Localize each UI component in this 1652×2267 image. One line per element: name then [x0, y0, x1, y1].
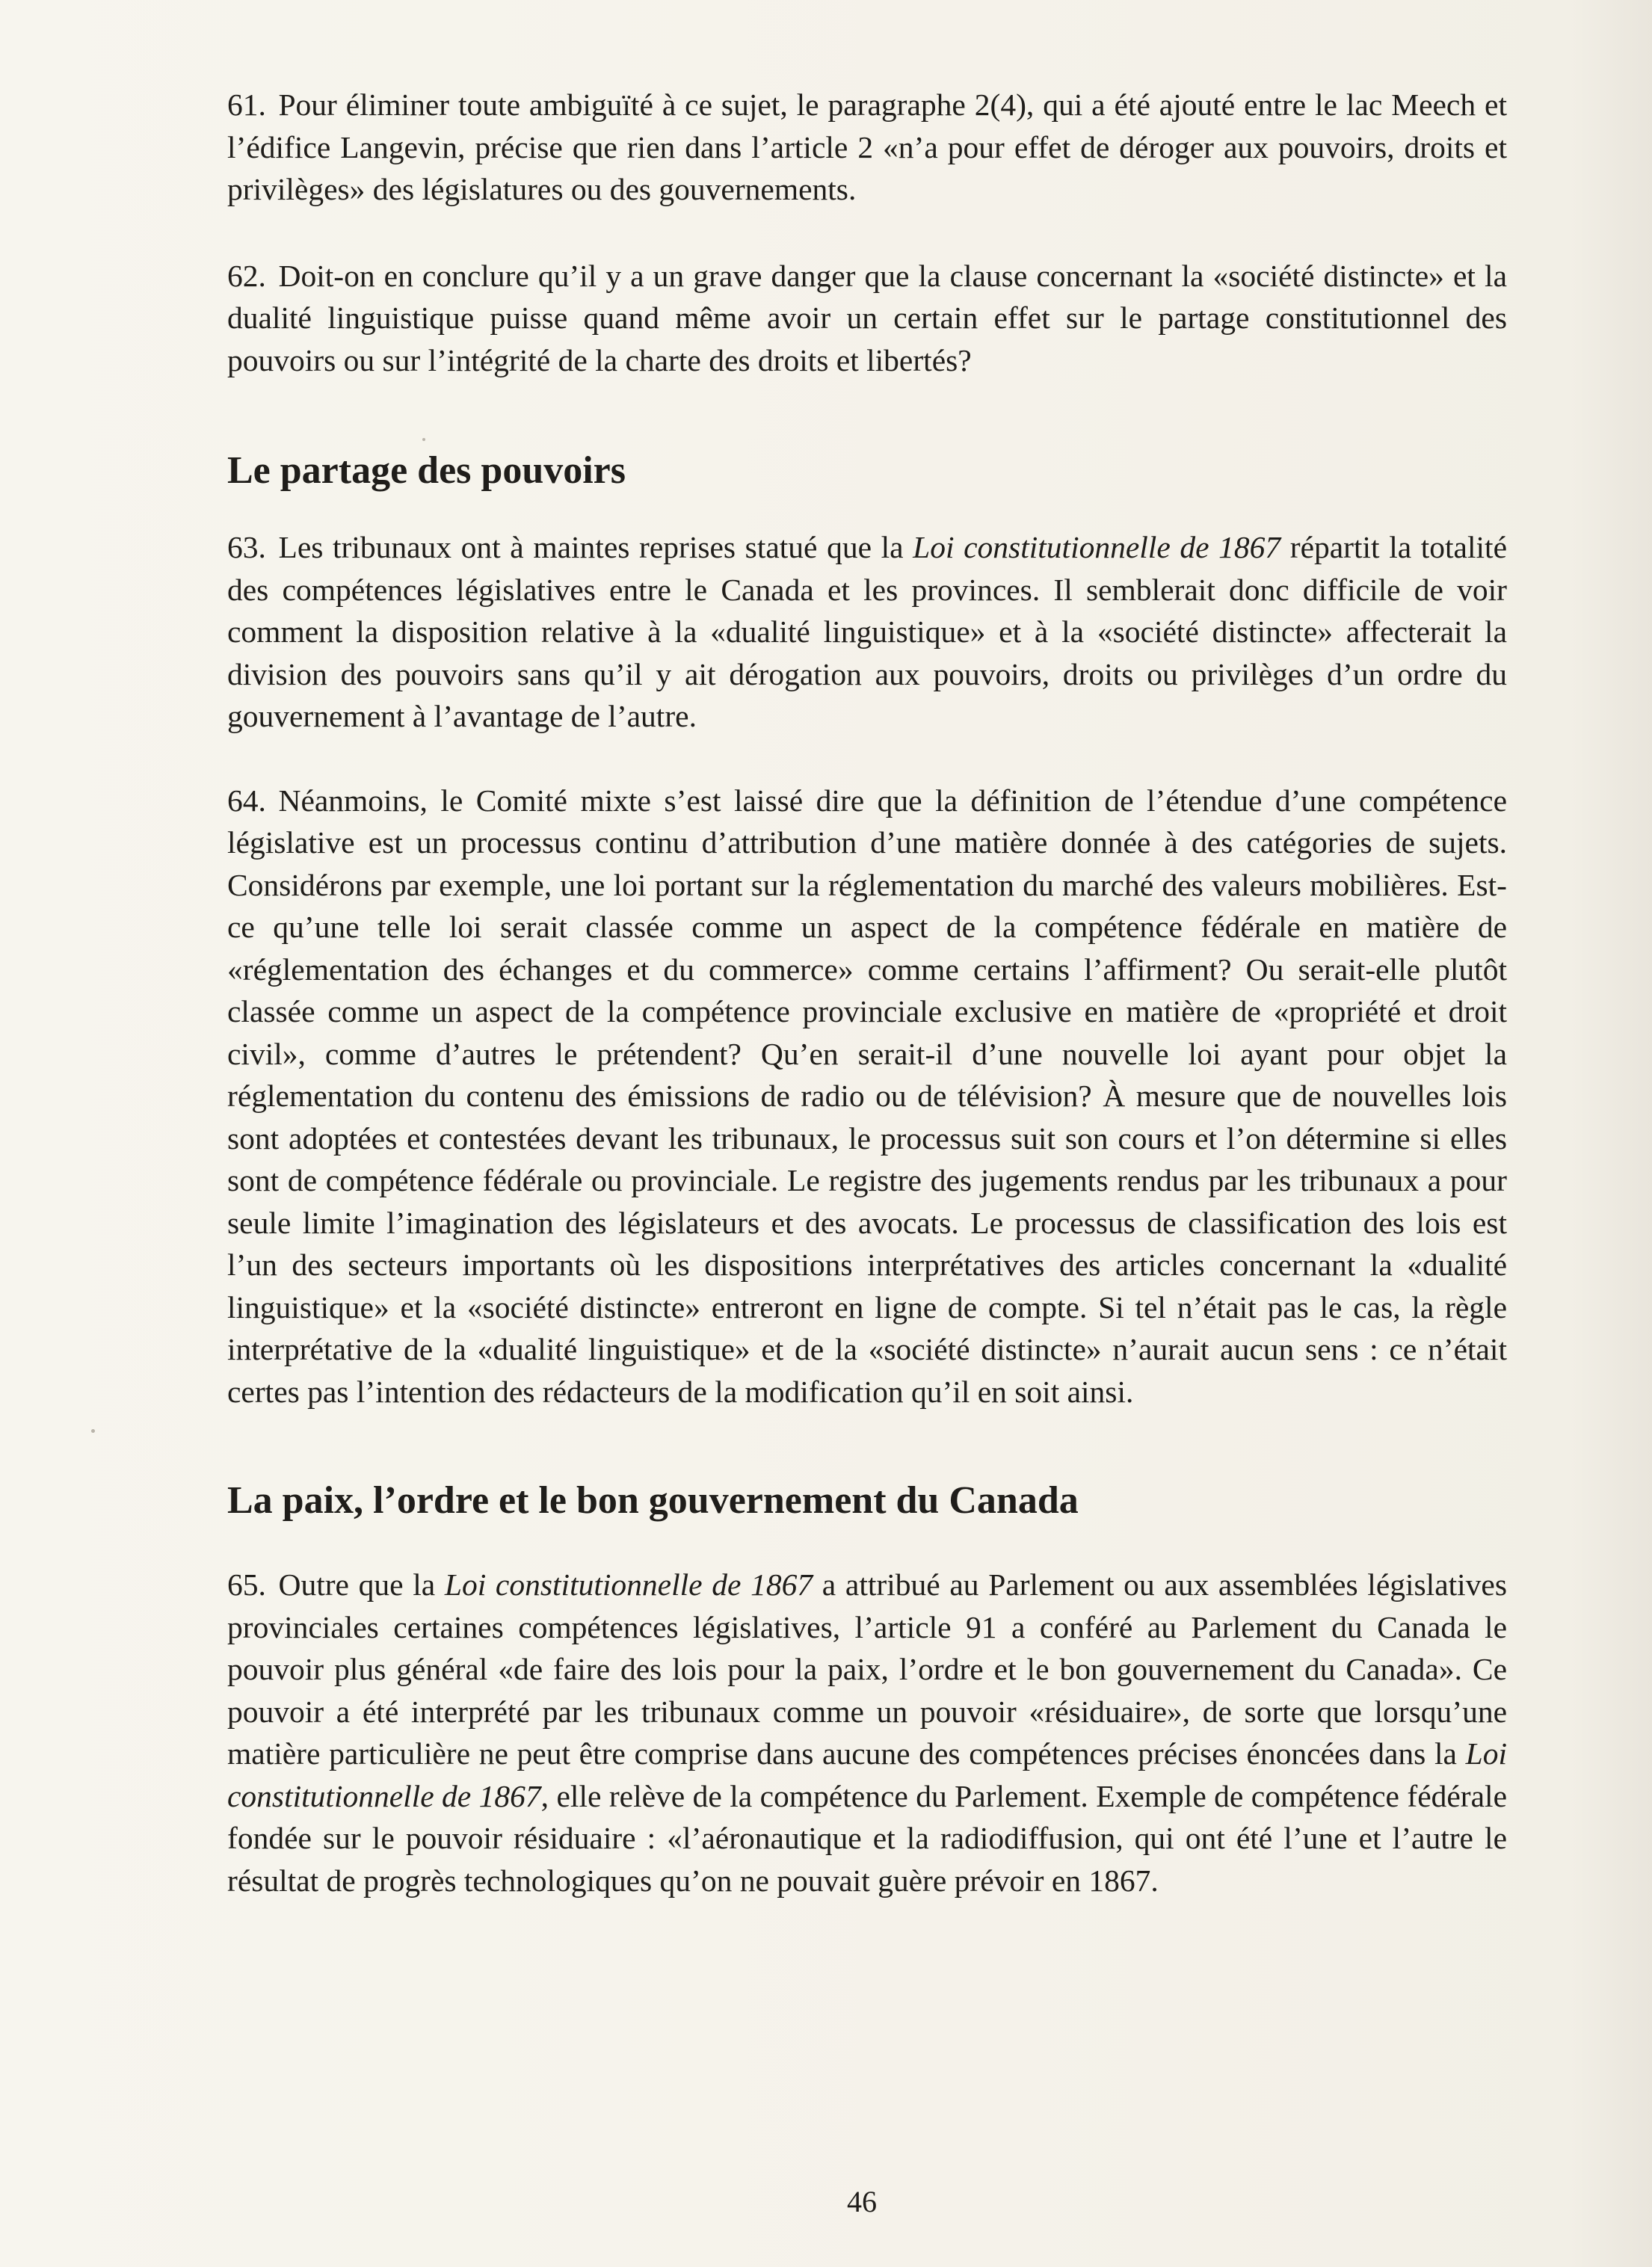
section-heading-paix-ordre-bon-gouvernement: La paix, l’ordre et le bon gouvernement du Canada [227, 1479, 1079, 1522]
paragraph-number: 61. [227, 87, 266, 122]
italic-act-title: Loi constitutionnelle de 1867 [227, 1736, 1507, 1813]
paragraph-number: 65. [227, 1567, 266, 1602]
paragraph-65 [227, 1564, 1507, 1901]
paragraph-64 [227, 780, 1507, 1413]
paragraph-62 [227, 255, 1507, 382]
paragraph-61 [227, 84, 1507, 211]
paragraph-number: 62. [227, 258, 266, 293]
paragraph-text: a attribué au Parlement ou aux assemblées législatives provinciales certaines compétences législatives, l’article 91 a conféré au Parlement du Canada le pouvoir plus général «de faire des lois pour la paix, l’ordre et le bon gouvernement du Canada». Ce pouvoir a été interprété par les tribunaux comme un pouvoir «résiduaire», de sorte que lorsqu’une matière particulière ne peut être comprise dans aucune des compétences précises énoncées dans la [227, 1567, 1508, 1771]
italic-act-title: Loi constitutionnelle de 1867 [913, 530, 1281, 564]
paragraph-text: Outre que la [278, 1567, 445, 1602]
section-heading-partage-des-pouvoirs: Le partage des pouvoirs [227, 449, 626, 492]
page-number: 46 [847, 2185, 877, 2218]
paragraph-text: Pour éliminer toute ambiguïté à ce sujet, le paragraphe 2(4), qui a été ajouté entre le lac Meech et l’édifice Langevin, précise que rien dans l’article 2 «n’a pour effet de déroger aux pouvoirs, droits et privilèges» des législatures ou des gouvernements. [227, 87, 1507, 206]
paragraph-number: 64. [227, 783, 266, 818]
italic-act-title: Loi constitutionnelle de 1867 [444, 1567, 813, 1602]
paragraph-number: 63. [227, 530, 266, 564]
paragraph-text: Doit-on en conclure qu’il y a un grave danger que la clause concernant la «société distincte» et la dualité linguistique puisse quand même avoir un certain effet sur le partage constitutionnel des pouvoirs ou sur l’intégrité de la charte des droits et libertés? [227, 258, 1507, 377]
paragraph-text: répartit la totalité des compétences législatives entre le Canada et les provinces. Il semblerait donc difficile de voir comment la disposition relative à la «dualité linguistique» et à la «société distincte» affecterait la division des pouvoirs sans qu’il y ait dérogation aux pouvoirs, droits ou privilèges d’un ordre du gouvernement à l’avantage de l’autre. [227, 530, 1507, 733]
paragraph-63 [227, 526, 1507, 738]
paragraph-text: , elle relève de la compétence du Parlement. Exemple de compétence fédérale fondée sur le pouvoir résiduaire : «l’aéronautique et la radiodiffusion, qui ont été l’une et l’autre le résultat de progrès technologiques qu’on ne pouvait guère prévoir en 1867. [227, 1778, 1507, 1898]
paragraph-text: Néanmoins, le Comité mixte s’est laissé dire que la définition de l’étendue d’une compétence législative est un processus continu d’attribution d’une matière donnée à des catégories de sujets. Considérons par exemple, une loi portant sur la réglementation du marché des valeurs mobilières. Est-ce qu’une telle loi serait classée comme un aspect de la compétence fédérale en matière de «réglementation des échanges et du commerce» comme certains l’affirment? Ou serait-elle plutôt classée comme un aspect de la compétence provinciale exclusive en matière de «propriété et droit civil», comme d’autres le prétendent? Qu’en serait-il d’une nouvelle loi ayant pour objet la réglementation du contenu des émissions de radio ou de télévision? À mesure que de nouvelles lois sont adoptées et contestées devant les tribunaux, le processus suit son cours et l’on détermine si elles sont de compétence fédérale ou provinciale. Le registre des jugements rendus par les tribunaux a pour seule limite l’imagination des législateurs et des avocats. Le processus de classification des lois est l’un des secteurs importants où les dispositions interprétatives des articles concernant la «dualité linguistique» et la «société distincte» entreront en ligne de compte. Si tel n’était pas le cas, la règle interprétative de la «dualité linguistique» et de la «société distincte» n’aurait aucun sens : ce n’était certes pas l’intention des rédacteurs de la modification qu’il en soit ainsi. [227, 783, 1507, 1409]
page-body [227, 84, 1507, 1901]
paper-speck [91, 1429, 95, 1433]
paper-speck [422, 438, 425, 441]
paragraph-text: Les tribunaux ont à maintes reprises statué que la [278, 530, 913, 564]
